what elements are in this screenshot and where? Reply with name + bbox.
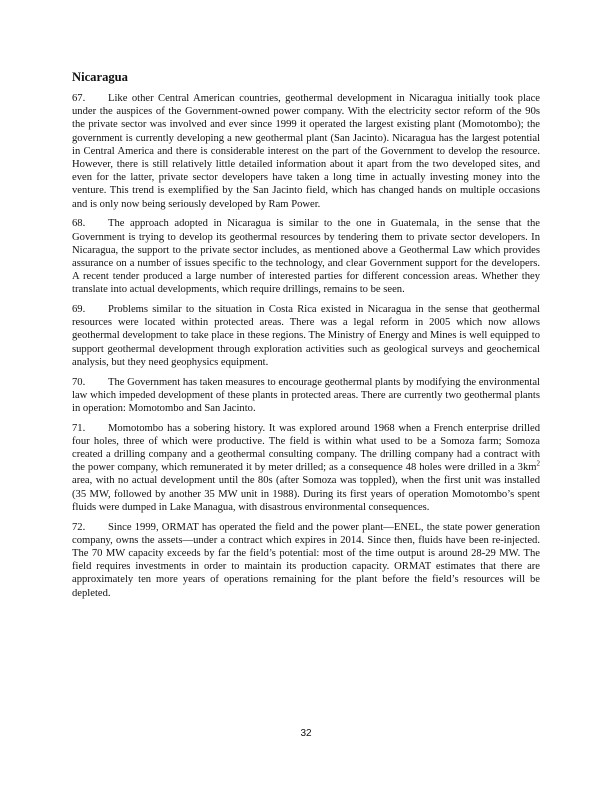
paragraph-71 (72, 422, 540, 514)
paragraph-69 (72, 303, 540, 369)
paragraph-number: 71. (72, 422, 86, 434)
paragraph-number: 67. (72, 93, 86, 104)
paragraph-text: Problems similar to the situation in Costa Rica existed in Nicaragua in the sense that geothermal resources were located within protected areas. There was a legal reform in 2005 which now allows geothermal development to take place in these regions. The Ministry of Energy and Mines is well equipped to support geothermal development through exploration activities such as geological surveys and geochemical analysis, but they need geophysics equipment. (72, 304, 540, 368)
paragraph-number: 68. (72, 218, 86, 230)
paragraph-number: 72. (72, 521, 86, 533)
section-heading: Nicaragua (72, 70, 128, 84)
paragraph-text-end: area, with no actual development until the 80s (after Somoza was toppled), when the first unit was installed (35 MW, followed by another 35 MW unit in 1988). During its first years of operation Momotombo’s spent fluids were dumped in Lake Managua, with disastrous environmental consequences. (72, 475, 540, 513)
page-number: 32 (300, 728, 312, 739)
paragraph-number: 70. (72, 376, 86, 388)
paragraph-70 (72, 376, 540, 416)
paragraph-number: 69. (72, 304, 86, 316)
paragraph-text-start: Momotombo has a sobering history. It was explored around 1968 when a French enterprise drilled four holes, three of which were productive. The field is within what used to be a Somoza farm; Somoza created a drilling company and a geothermal consulting company. The drilling company had a contract with the power company, which remunerated it by meter drilled; as a consequence 48 holes were drilled in a 3km (72, 422, 540, 474)
paragraph-72 (72, 521, 540, 600)
superscript-exponent: 2 (536, 459, 540, 468)
paragraph-67 (72, 92, 540, 211)
paragraph-68 (72, 217, 540, 296)
paragraph-text: The Government has taken measures to encourage geothermal plants by modifying the environmental law which impeded development of these plants in protected areas. There are currently two geothermal plants in operation: Momotombo and San Jacinto. (72, 376, 540, 414)
paragraph-text: Since 1999, ORMAT has operated the field and the power plant—ENEL, the state power generation company, owns the assets—under a contract which expires in 2014. Since then, fluids have been re-injected. The 70 MW capacity exceeds by far the field’s potential: most of the time output is around 28-29 MW. The field requires investments in order to maintain its production capacity. ORMAT estimates that there are approximately ten more years of operations remaining for the plant before the field’s resources will be depleted. (72, 521, 540, 599)
page-body (72, 70, 540, 606)
paragraph-text: Like other Central American countries, geothermal development in Nicaragua initially took place under the auspices of the Government-owned power company. With the electricity sector reform of the 90s the private sector was involved and ever since 1999 it operated the largest existing plant (Momotombo); the government is currently developing a new geothermal plant (San Jacinto). Nicaragua has the largest potential in Central America and there is considerable interest on the part of the Government to develop the resource. However, there is still relatively little detailed information about it apart from the two developed sites, and even for the latter, private sector developers have taken a long time in actually investing money into the venture. This trend is exemplified by the San Jacinto field, which has changed hands on multiple occasions and is only now being seriously developed by Ram Power. (72, 93, 540, 210)
paragraph-text: The approach adopted in Nicaragua is similar to the one in Guatemala, in the sense that the Government is trying to develop its geothermal resources by tendering them to private sector developers. In Nicaragua, the support to the private sector includes, as mentioned above a Geothermal Law which provides assurance on a number of issues specific to the technology, and clear Government support for the developers. A recent tender produced a large number of interested parties for different concession areas. Whether they translate into actual developments, which require drillings, remains to be seen. (72, 218, 540, 296)
